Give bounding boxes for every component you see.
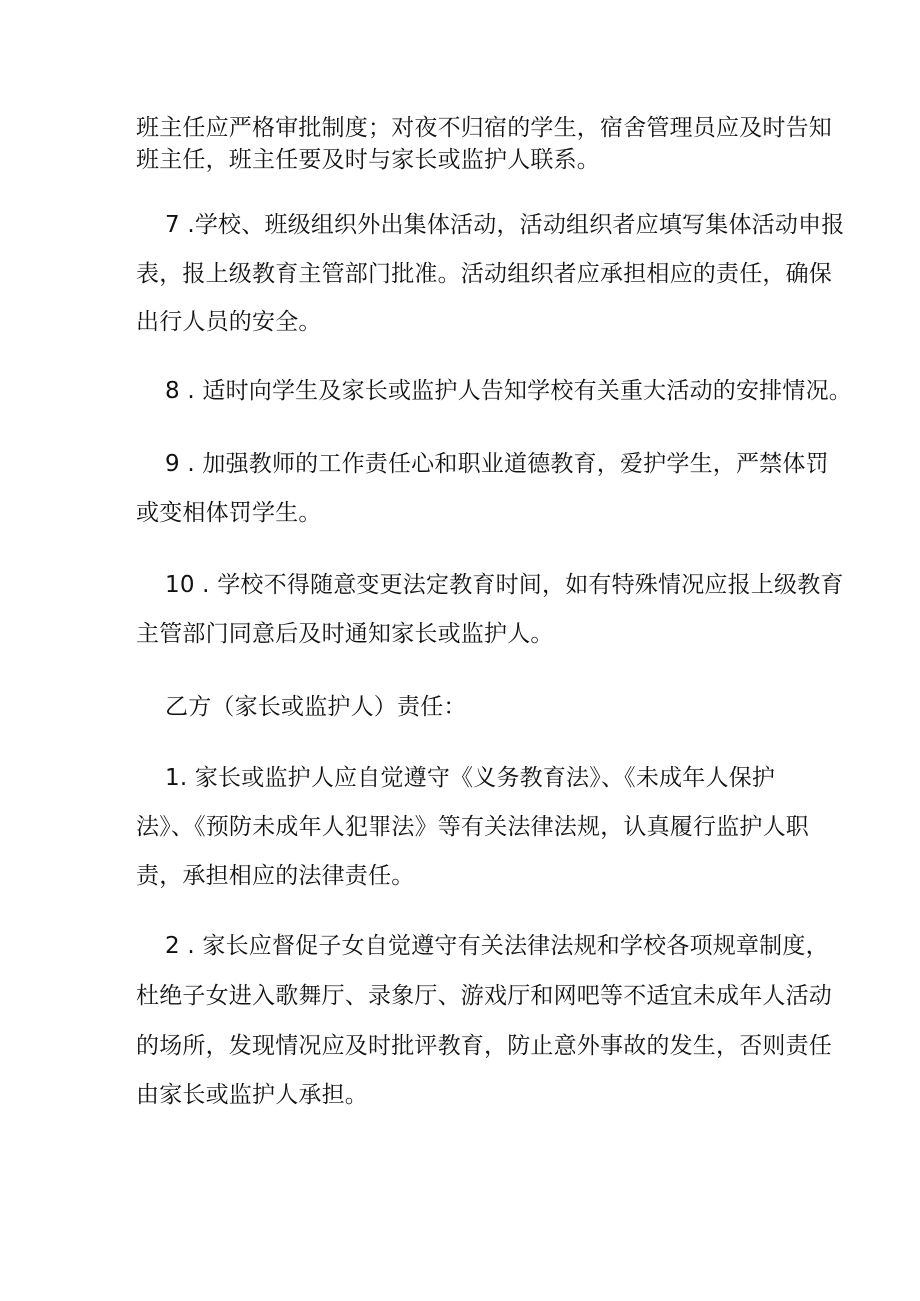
text-line: 班主任，班主任要及时与家长或监护人联系。	[136, 147, 600, 173]
text-line: 班主任应严格审批制度；对夜不归宿的学生，宿舍管理员应及时告知	[136, 115, 832, 141]
text-line: 杜绝子女进入歌舞厅、录象厅、游戏厅和网吧等不适宜未成年人活动	[136, 983, 832, 1009]
text-line: 8 . 适时向学生及家长或监护人告知学校有关重大活动的安排情况。	[165, 378, 852, 404]
text-line: 的场所，发现情况应及时批评教育，防止意外事故的发生，否则责任	[136, 1033, 832, 1059]
section-heading: 乙方（家长或监护人）责任：	[165, 694, 467, 720]
text-line: 2 . 家长应督促子女自觉遵守有关法律法规和学校各项规章制度，	[165, 933, 829, 959]
text-line: 主管部门同意后及时通知家长或监护人。	[136, 621, 554, 647]
text-line: 7 .学校、班级组织外出集体活动，活动组织者应填写集体活动申报	[165, 212, 845, 238]
text-line: 表，报上级教育主管部门批准。活动组织者应承担相应的责任，确保	[136, 261, 832, 287]
text-line: 9 . 加强教师的工作责任心和职业道德教育，爱护学生，严禁体罚	[165, 451, 829, 477]
text-line: 或变相体罚学生。	[136, 500, 322, 526]
text-line: 10 . 学校不得随意变更法定教育时间，如有特殊情况应报上级教育	[165, 572, 844, 598]
text-line: 法》、《预防未成年人犯罪法》等有关法律法规，认真履行监护人职	[136, 814, 809, 840]
text-line: 出行人员的安全。	[136, 309, 322, 335]
text-line: 1. 家长或监护人应自觉遵守《义务教育法》、《未成年人保护	[165, 765, 776, 791]
text-line: 由家长或监护人承担。	[136, 1082, 368, 1108]
text-line: 责，承担相应的法律责任。	[136, 863, 415, 889]
